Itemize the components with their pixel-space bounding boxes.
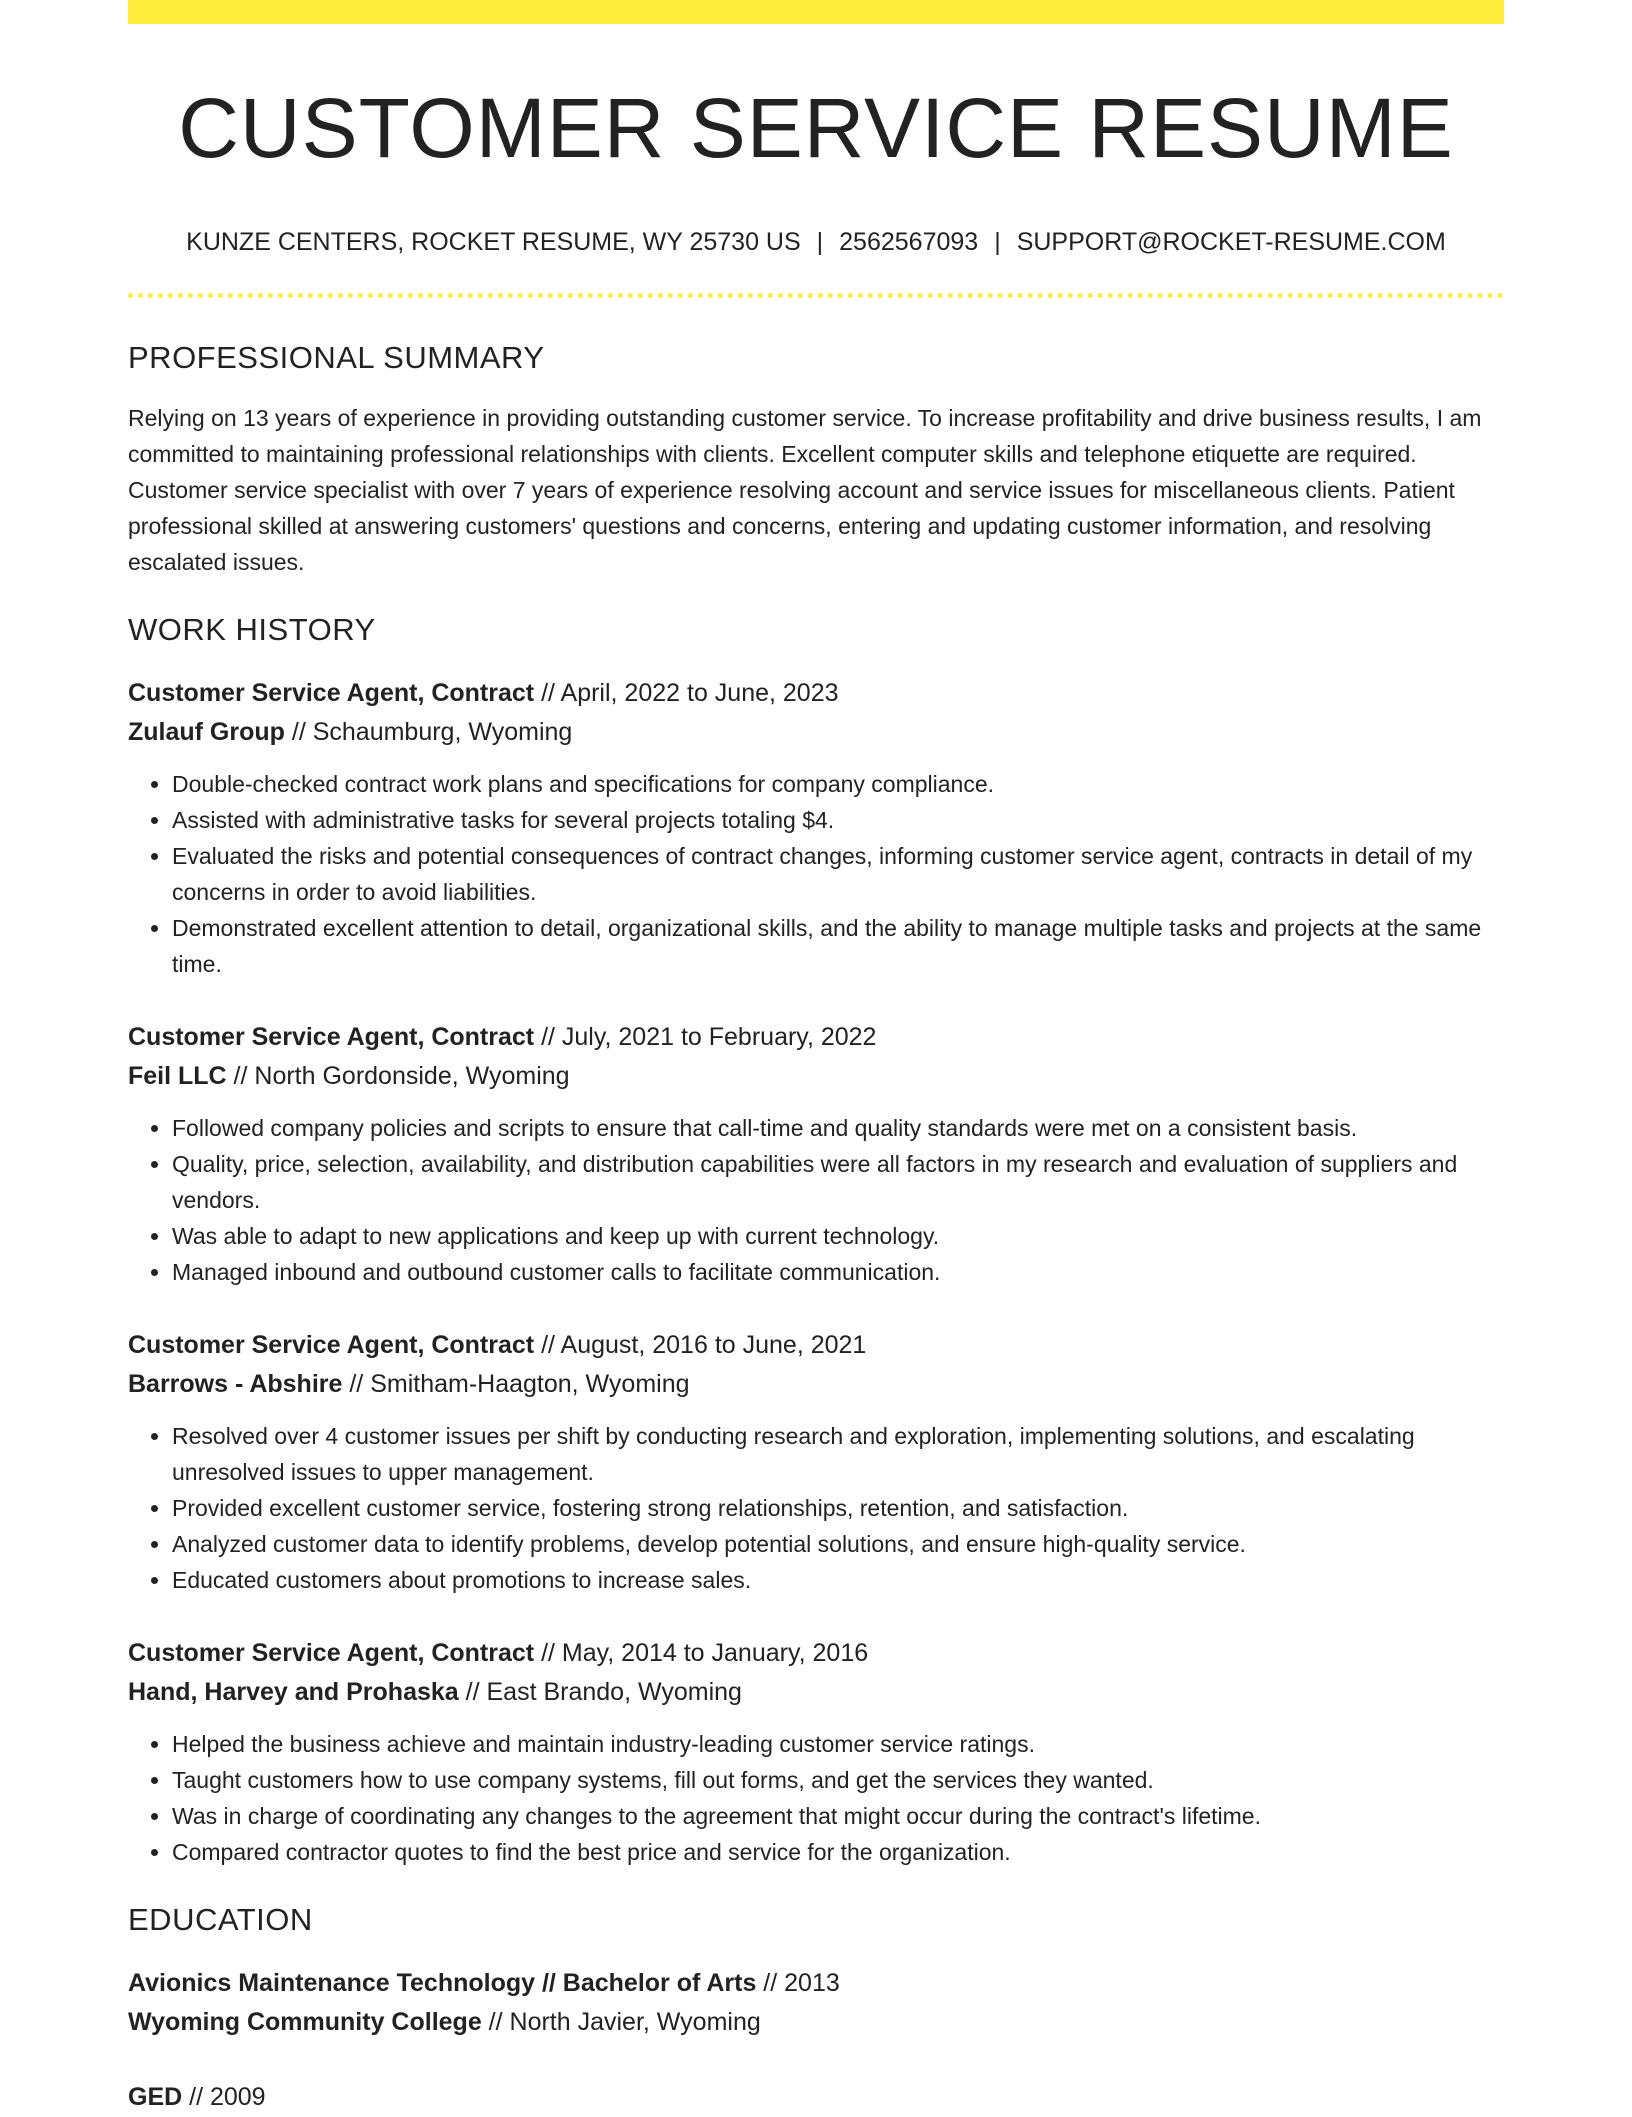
summary-text: Relying on 13 years of experience in providing outstanding customer service. To increase profitability and drive business results, I am committed to maintaining professional relationships with clients. Excellent computer skills and telephone etiquette are required. Customer service specialist with over 7 years of experience resolving account and service issues for miscellaneous clients. Patient professional skilled at answering customers' questions and concerns, entering and updating customer information, and resolving escalated issues.	[128, 405, 1482, 575]
accent-top-bar	[128, 0, 1504, 24]
education-school: Wyoming Community College	[128, 2008, 482, 2036]
job-bullets	[128, 1726, 1504, 1870]
job-company-line	[128, 1057, 1504, 1096]
education-entry	[128, 2078, 1504, 2117]
job-title-line	[128, 1018, 1504, 1057]
job-dates: // July, 2021 to February, 2022	[534, 1023, 877, 1051]
education-degree: GED	[128, 2083, 183, 2111]
job-bullet: • Educated customers about promotions to increase sales.	[172, 1562, 1504, 1598]
job-bullet: • Managed inbound and outbound customer calls to facilitate communication.	[172, 1254, 1504, 1290]
education-location: // North Javier, Wyoming	[481, 2008, 761, 2036]
job-bullets	[128, 1110, 1504, 1290]
job-title: Customer Service Agent, Contract	[128, 679, 535, 707]
job-location: // North Gordonside, Wyoming	[226, 1062, 570, 1090]
education-year: // 2009	[182, 2083, 266, 2111]
job-company-line	[128, 713, 1504, 752]
job-bullet: • Provided excellent customer service, fostering strong relationships, retention, and satisfaction.	[172, 1490, 1504, 1526]
job-title: Customer Service Agent, Contract	[128, 1331, 535, 1359]
contact-separator: |	[816, 228, 824, 256]
job-bullet: • Evaluated the risks and potential consequences of contract changes, informing customer service agent, contracts in detail of my concerns in order to avoid liabilities.	[172, 838, 1504, 910]
job-entry	[128, 1634, 1504, 1870]
job-bullets	[128, 1418, 1504, 1598]
resume-title: CUSTOMER SERVICE RESUME	[178, 81, 1454, 175]
education-school-line	[128, 2003, 1504, 2042]
dotted-divider	[128, 293, 1504, 298]
job-bullet: • Resolved over 4 customer issues per shift by conducting research and exploration, implementing solutions, and escalating unresolved issues to upper management.	[172, 1418, 1504, 1490]
job-dates: // May, 2014 to January, 2016	[534, 1639, 869, 1667]
job-location: // Smitham-Haagton, Wyoming	[342, 1370, 690, 1398]
resume-page	[128, 0, 1504, 2117]
job-bullet: • Helped the business achieve and maintain industry-leading customer service ratings.	[172, 1726, 1504, 1762]
education-degree-line	[128, 1964, 1504, 2003]
job-location: // East Brando, Wyoming	[458, 1678, 742, 1706]
job-dates: // August, 2016 to June, 2021	[534, 1331, 867, 1359]
contact-separator: |	[994, 228, 1001, 256]
work-history-heading: WORK HISTORY	[128, 612, 376, 647]
job-location: // Schaumburg, Wyoming	[284, 718, 573, 746]
education-degree-line	[128, 2078, 1504, 2117]
job-company: Zulauf Group	[128, 718, 285, 746]
summary-heading: PROFESSIONAL SUMMARY	[128, 340, 545, 375]
education-heading: EDUCATION	[128, 1902, 313, 1937]
education-entry	[128, 1964, 1504, 2042]
job-title-line	[128, 674, 1504, 713]
education-year: // 2013	[756, 1969, 840, 1997]
education-degree: Avionics Maintenance Technology // Bachelor of Arts	[128, 1969, 757, 1997]
job-title-line	[128, 1634, 1504, 1673]
job-bullet: • Analyzed customer data to identify problems, develop potential solutions, and ensure high-quality service.	[172, 1526, 1504, 1562]
job-title-line	[128, 1326, 1504, 1365]
job-title: Customer Service Agent, Contract	[128, 1639, 535, 1667]
job-company: Barrows - Abshire	[128, 1370, 343, 1398]
job-bullet: • Was in charge of coordinating any changes to the agreement that might occur during the contract's lifetime.	[172, 1798, 1504, 1834]
job-bullet: • Was able to adapt to new applications and keep up with current technology.	[172, 1218, 1504, 1254]
job-bullet: • Assisted with administrative tasks for several projects totaling $4.	[172, 802, 1504, 838]
job-company: Feil LLC	[128, 1062, 227, 1090]
job-company: Hand, Harvey and Prohaska	[128, 1678, 459, 1706]
contact-address: KUNZE CENTERS, ROCKET RESUME, WY 25730 US	[186, 228, 801, 256]
job-company-line	[128, 1673, 1504, 1712]
job-bullet: • Followed company policies and scripts to ensure that call-time and quality standards were met on a consistent basis.	[172, 1110, 1504, 1146]
job-dates: // April, 2022 to June, 2023	[534, 679, 839, 707]
job-bullets	[128, 766, 1504, 982]
job-bullet: • Compared contractor quotes to find the best price and service for the organization.	[172, 1834, 1504, 1870]
job-company-line	[128, 1365, 1504, 1404]
job-entry	[128, 1018, 1504, 1290]
job-bullet: • Taught customers how to use company systems, fill out forms, and get the services they wanted.	[172, 1762, 1504, 1798]
job-bullet: • Double-checked contract work plans and specifications for company compliance.	[172, 766, 1504, 802]
job-bullet: • Quality, price, selection, availability, and distribution capabilities were all factors in my research and evaluation of suppliers and vendors.	[172, 1146, 1504, 1218]
contact-phone[interactable]: 2562567093	[839, 228, 979, 256]
job-bullet: • Demonstrated excellent attention to detail, organizational skills, and the ability to manage multiple tasks and projects at the same time.	[172, 910, 1504, 982]
job-entry	[128, 674, 1504, 982]
contact-email[interactable]: SUPPORT@ROCKET-RESUME.COM	[1016, 228, 1446, 256]
contact-line	[128, 230, 1504, 255]
job-entry	[128, 1326, 1504, 1598]
job-title: Customer Service Agent, Contract	[128, 1023, 535, 1051]
